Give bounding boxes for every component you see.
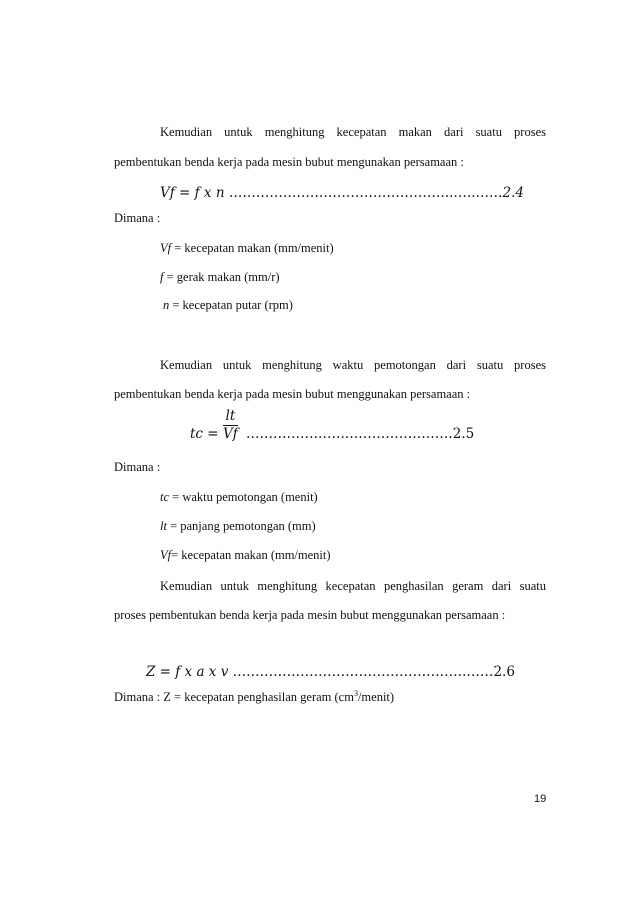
equation-2-5-dots: ………………….……………………: [246, 426, 453, 442]
paragraph-1-line-1: Kemudian untuk menghitung kecepatan makan dari suatu proses: [160, 125, 546, 139]
equation-2-5-lhs: tc =: [190, 426, 219, 442]
equation-2-6: [146, 663, 515, 681]
where-1-item-vf: Vf = kecepatan makan (mm/menit): [160, 241, 334, 255]
paragraph-3-line-2: proses pembentukan benda kerja pada mesin bubut menggunakan persamaan :: [114, 608, 506, 622]
where-3-line: Dimana : Z = kecepatan penghasilan geram $(cm^3/menit)$: [114, 688, 395, 704]
equation-2-6-dots: …………………………………………….……: [232, 664, 494, 680]
equation-2-5-tail: [246, 425, 474, 443]
equation-2-5-denominator: Vf: [223, 426, 238, 442]
where-2-item-vf: Vf= kecepatan makan (mm/menit): [160, 548, 331, 562]
paragraph-3-line-1: Kemudian untuk menghitung kecepatan penghasilan geram dari suatu: [160, 579, 546, 593]
where-2-item-lt: lt = panjang pemotongan (mm): [160, 519, 316, 533]
page-number: 19: [534, 793, 547, 805]
equation-2-4-number: 2.4: [502, 185, 524, 201]
equation-2-4-lhs: Vf = f x n: [160, 185, 225, 201]
where-1-item-f: f = gerak makan (mm/r): [160, 270, 280, 284]
equation-2-4: [160, 184, 524, 202]
paragraph-2-line-1: Kemudian untuk menghitung waktu pemotongan dari suatu proses: [160, 358, 546, 372]
paragraph-1-line-2: pembentukan benda kerja pada mesin bubut mengunakan persamaan :: [114, 155, 464, 169]
paragraph-2-line-2: pembentukan benda kerja pada mesin bubut menggunakan persamaan :: [114, 387, 471, 401]
where-label-3: Dimana: [114, 690, 154, 704]
equation-2-5-number: 2.5: [452, 426, 475, 442]
equation-2-5-numerator: lt: [223, 409, 238, 426]
where-label-1: Dimana :: [114, 211, 161, 225]
where-2-item-tc: tc = waktu pemotongan (menit): [160, 490, 318, 504]
equation-2-5-fraction: [223, 409, 238, 442]
equation-2-4-dots: …………………………………………..…..……: [228, 185, 503, 201]
equation-2-6-lhs: Z = f x a x v: [146, 664, 229, 680]
where-1-item-n: n = kecepatan putar (rpm): [163, 298, 293, 312]
equation-2-6-number: 2.6: [493, 664, 515, 680]
where-label-2: Dimana :: [114, 460, 161, 474]
